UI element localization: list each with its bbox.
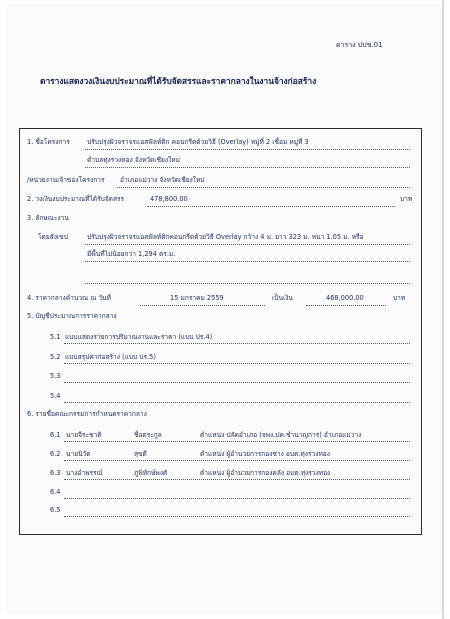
nature-label: 3. ลักษณะงาน [27,214,69,222]
source-no: 5.4 [50,392,61,400]
nature-line1: ปรับปรุงผิวจราจรแอสฟัลท์ติกคอนกรีตด้วยวิธี Overlay กว้าง 4 ม. ยาว 323 ม. หนา 1.05 ม. หรือ [87,233,364,241]
committee-position: ตำแหน่ง ปลัดอำเภอ (จพง.ปค.ชำนาญการ) อำเภอแม่วาง [200,431,362,439]
dotted-line [64,441,410,442]
source-text: แบบสรุปค่าก่อสร้าง (แบบ ปร.5) [65,353,156,361]
agency-value: อำเภอแม่วาง จังหวัดเชียงใหม่ [120,176,205,184]
committee-no: 6.1 [50,431,61,439]
form-code: ตาราง ปปช.01 [336,41,383,49]
dotted-line [64,402,410,403]
dotted-line [306,305,386,306]
project-label: 1. ชื่อโครงการ [27,138,70,146]
committee-first-name: นายนิวัต [66,450,91,458]
committee-label: 6. รายชื่อคณะกรรมการกำหนดราคากลาง [27,410,147,418]
dotted-line [64,516,410,517]
dotted-line [85,261,410,262]
median-amount: 468,000.00 [326,294,364,302]
committee-last-name: ชื่อตระกูล [134,431,162,439]
median-unit: บาท [393,294,406,302]
dotted-line [64,343,410,344]
budget-label: 2. วงเงินงบประมาณที่ได้รับจัดสรร [27,195,125,203]
dotted-line [85,149,410,150]
median-amount-label: เป็นเงิน [272,294,293,302]
agency-label: /หน่วยงานเจ้าของโครงการ [27,176,105,184]
median-label: 4. ราคากลางคำนวณ ณ วันที่ [27,294,112,302]
committee-no: 6.2 [50,450,61,458]
source-no: 5.2 [50,353,61,361]
document-title: ตารางแสดงวงเงินงบประมาณที่ได้รับจัดสรรและราคากลางในงานจ้างก่อสร้าง [40,76,317,86]
nature-sub-label: โดยสังเขป [38,233,68,241]
committee-no: 6.4 [50,488,61,496]
committee-no: 6.3 [50,469,61,477]
budget-value: 478,800.00 [150,195,188,203]
dotted-line [64,460,410,461]
dotted-line [64,382,410,383]
committee-position: ตำแหน่ง ผู้อำนวยการกองช่าง อบต.ทุ่งรวงทอง [200,450,330,458]
budget-unit: บาท [400,195,413,203]
committee-first-name: นายจีระชาติ [66,431,102,439]
source-text: แบบแสดงรายการปริมาณงานและราคา (แบบ ปร.4) [65,333,213,341]
committee-first-name: นางอำพรรณ์ [66,469,103,477]
committee-last-name: ภู่พิทักษ์พงศ์ [134,469,168,477]
dotted-line [85,167,410,168]
page-edge-shadow [442,0,444,619]
median-date: 15 มกราคม 2559 [170,294,224,302]
source-no: 5.3 [50,372,61,380]
dotted-line [117,187,410,188]
dotted-line [64,498,410,499]
project-name-line1: ปรับปรุงผิวจราจรแอสฟัลท์ติก คอนกรีตด้วยวิธี (Overlay) หมู่ที่ 2 เชื่อม หมู่ที่ 3 [87,138,309,146]
dotted-line [140,305,265,306]
project-name-line2: ตำบลทุ่งรวงทอง จังหวัดเชียงใหม่ [87,156,181,164]
source-no: 5.1 [50,333,61,341]
dotted-line [85,244,410,245]
committee-position: ตำแหน่ง ผู้อำนวยการกองคลัง อบต.ทุ่งรวงทอง [200,469,331,477]
committee-last-name: สุขดี [134,450,147,458]
sources-label: 5. บัญชีประมาณการราคากลาง [27,312,117,320]
committee-no: 6.5 [50,506,61,514]
nature-line2: มีพื้นที่ไม่น้อยกว่า 1,294 ตร.ม. [87,250,176,258]
dotted-line [147,206,395,207]
dotted-line [64,479,410,480]
dotted-line [85,283,410,284]
dotted-line [64,363,410,364]
